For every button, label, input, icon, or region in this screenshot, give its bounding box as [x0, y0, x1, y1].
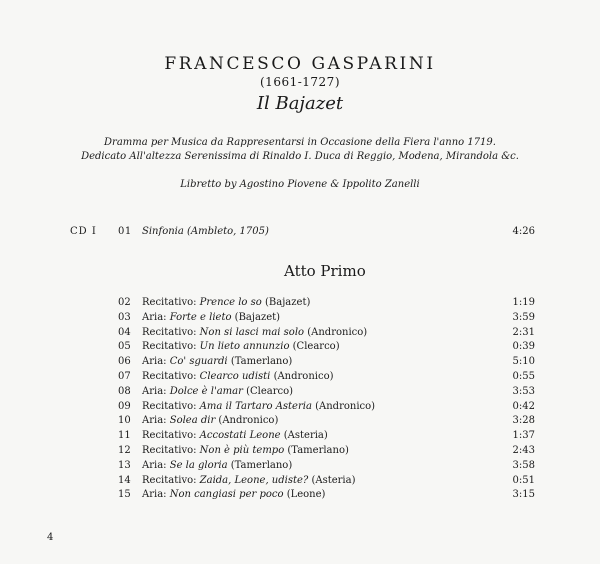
track-character: (Andronico) — [218, 415, 279, 427]
track-row — [0, 385, 600, 400]
track-number: 11 — [118, 430, 131, 442]
track-title: Accostati Leone — [199, 430, 281, 442]
track-title: Clearco udisti — [199, 370, 271, 382]
track-number: 06 — [118, 356, 131, 368]
track-duration: 3:28 — [512, 415, 535, 427]
track-title: Prence lo so — [199, 297, 262, 308]
track-duration: 0:42 — [512, 400, 535, 412]
track-title: Se la gloria — [169, 459, 228, 471]
track-row — [0, 444, 600, 459]
track-character: (Bajazet) — [234, 311, 281, 323]
track-text — [142, 340, 340, 355]
track-type: Recitativo: — [142, 341, 197, 353]
track-text — [142, 414, 278, 429]
track-row — [0, 311, 600, 326]
track-type: Recitativo: — [142, 474, 197, 486]
track-character: (Asteria) — [311, 474, 356, 486]
track-type: Recitativo: — [142, 326, 197, 338]
dramma-line-1: Dramma per Musica da Rappresentarsi in Occasione della Fiera l'anno 1719. — [104, 137, 496, 148]
track-text — [142, 488, 325, 503]
track-character: (Andronico) — [273, 370, 334, 382]
track-duration: 2:31 — [512, 326, 535, 338]
track-row — [0, 400, 600, 415]
libretto-credit: Libretto by Agostino Piovene & Ippolito Zanelli — [180, 179, 420, 190]
track-row — [0, 429, 600, 444]
track-duration: 3:15 — [512, 489, 535, 501]
track-number: 08 — [118, 385, 131, 397]
track-character: (Tamerlano) — [287, 444, 349, 456]
track-number: 14 — [118, 474, 131, 486]
track-number: 10 — [118, 415, 131, 427]
track-row — [0, 296, 600, 311]
track-number: 07 — [118, 370, 131, 382]
track-title: Non cangiasi per poco — [169, 489, 284, 501]
track-text — [142, 400, 375, 415]
track-title: Forte e lieto — [169, 311, 232, 323]
track-character: (Tamerlano) — [230, 459, 293, 471]
track-duration: 3:58 — [512, 459, 535, 471]
track-number: 01 — [118, 226, 132, 237]
track-number: 12 — [118, 444, 131, 456]
track-title: Non si lasci mai solo — [199, 326, 305, 338]
track-type: Aria: — [142, 311, 167, 323]
track-title: Sinfonia (Ambleto, 1705) — [142, 226, 269, 237]
dramma-line-2: Dedicato All'altezza Serenissima di Rinaldo I. Duca di Reggio, Modena, Mirandola &c. — [81, 151, 519, 162]
track-title: Co' sguardi — [169, 356, 228, 368]
track-row — [0, 370, 600, 385]
track-duration: 0:51 — [512, 474, 535, 486]
track-character: (Andronico) — [307, 326, 368, 338]
track-number: 04 — [118, 326, 131, 338]
track-number: 13 — [118, 459, 131, 471]
track-row — [0, 326, 600, 341]
track-duration: 0:39 — [512, 341, 535, 353]
track-type: Recitativo: — [142, 297, 197, 308]
track-number: 15 — [118, 489, 131, 501]
track-number: 09 — [118, 400, 131, 412]
track-row — [0, 488, 600, 503]
opera-title: Il Bajazet — [256, 93, 344, 114]
track-type: Aria: — [142, 356, 167, 368]
track-number: 03 — [118, 311, 131, 323]
track-text — [142, 459, 292, 474]
track-type: Aria: — [142, 459, 167, 471]
composer-name: FRANCESCO GASPARINI — [164, 54, 436, 74]
track-title: Un lieto annunzio — [199, 341, 290, 353]
track-character: (Clearco) — [292, 341, 340, 353]
track-character: (Asteria) — [283, 430, 328, 442]
track-row — [0, 355, 600, 370]
track-character: (Tamerlano) — [230, 356, 293, 368]
track-text — [142, 326, 367, 341]
track-duration: 0:55 — [512, 370, 535, 382]
track-type: Recitativo: — [142, 400, 197, 412]
track-type: Aria: — [142, 489, 167, 501]
track-row — [0, 459, 600, 474]
act-heading: Atto Primo — [284, 262, 366, 280]
track-duration: 1:37 — [512, 430, 535, 442]
page-number: 4 — [47, 532, 54, 543]
track-title: Dolce è l'amar — [169, 385, 243, 397]
track-row — [0, 414, 600, 429]
track-duration: 4:26 — [512, 226, 535, 237]
track-type: Aria: — [142, 415, 167, 427]
track-duration: 3:53 — [512, 385, 535, 397]
track-text — [142, 296, 310, 311]
track-duration: 5:10 — [512, 356, 535, 368]
composer-dates: (1661-1727) — [260, 75, 340, 89]
cd-label: CD I — [70, 226, 97, 237]
cd-track-row — [0, 226, 600, 240]
track-list — [0, 296, 600, 503]
track-text — [142, 429, 328, 444]
track-duration: 1:19 — [512, 297, 535, 308]
track-text — [142, 355, 292, 370]
track-character: (Clearco) — [246, 385, 294, 397]
track-type: Recitativo: — [142, 370, 197, 382]
track-row — [0, 340, 600, 355]
track-row — [0, 474, 600, 489]
track-number: 02 — [118, 297, 131, 308]
track-text — [142, 444, 349, 459]
track-duration: 2:43 — [512, 444, 535, 456]
track-title: Ama il Tartaro Asteria — [199, 400, 312, 412]
track-type: Recitativo: — [142, 444, 197, 456]
track-text — [142, 311, 280, 326]
track-number: 05 — [118, 341, 131, 353]
track-type: Aria: — [142, 385, 167, 397]
track-title: Zaida, Leone, udiste? — [199, 474, 309, 486]
track-text — [142, 474, 356, 489]
track-title: Solea dir — [169, 415, 216, 427]
track-duration: 3:59 — [512, 311, 535, 323]
track-character: (Andronico) — [315, 400, 376, 412]
track-character: (Leone) — [286, 489, 326, 501]
track-text — [142, 370, 334, 385]
track-text — [142, 385, 293, 400]
track-title: Non è più tempo — [199, 444, 285, 456]
track-type: Recitativo: — [142, 430, 197, 442]
track-character: (Bajazet) — [264, 297, 311, 308]
